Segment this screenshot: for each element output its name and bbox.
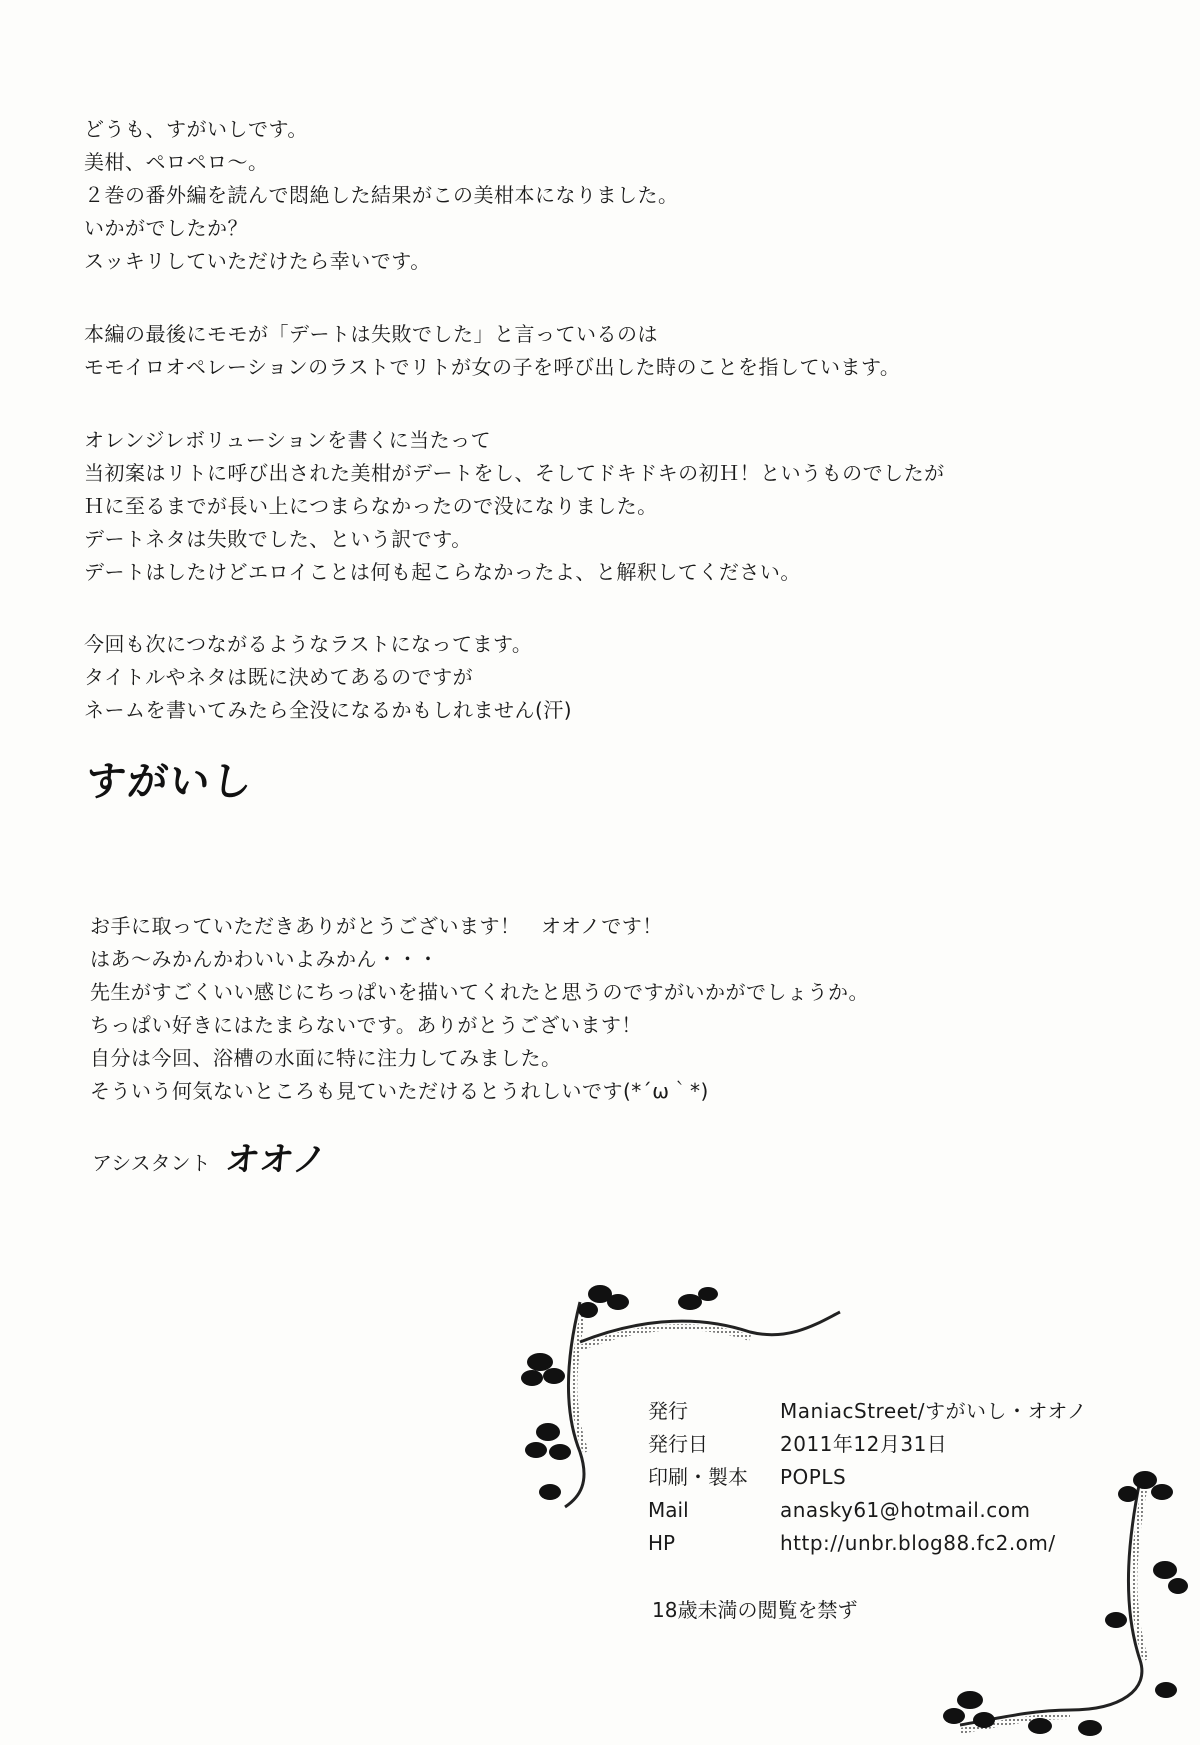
colophon-value: 2011年12月31日 — [780, 1432, 948, 1456]
colophon-key: 発行 — [648, 1399, 688, 1423]
colophon-key: HP — [648, 1531, 676, 1555]
age-restriction-notice: 18歳未満の閲覧を禁ず — [652, 1598, 858, 1622]
text-line: 自分は今回、浴槽の水面に特に注力してみました。 — [90, 1046, 562, 1070]
text-line: 美柑、ペロペロ～。 — [84, 150, 269, 174]
text-line: そういう何気ないところも見ていただけるとうれしいです(*´ω｀*) — [90, 1079, 709, 1103]
text-line: 先生がすごくいい感じにちっぱいを描いてくれたと思うのですがいかがでしょうか。 — [90, 980, 869, 1004]
colophon-row — [648, 1428, 1087, 1461]
text-line: いかがでしたか？ — [84, 216, 248, 240]
text-line: ネームを書いてみたら全没になるかもしれません(汗) — [84, 698, 573, 722]
author-signature: すがいし — [83, 759, 257, 805]
text-line: 今回も次につながるようなラストになってます。 — [84, 632, 533, 656]
text-line: デートネタは失敗でした、という訳です。 — [84, 527, 472, 551]
afterword-paragraph — [84, 113, 679, 278]
colophon-value: ManiacStreet/すがいし・オオノ — [780, 1399, 1088, 1423]
text-line: 本編の最後にモモが「デートは失敗でした」と言っているのは — [84, 322, 658, 346]
afterword-paragraph — [84, 628, 572, 727]
text-line: ちっぱい好きにはたまらないです。ありがとうございます！ — [90, 1013, 642, 1037]
colophon-value: POPLS — [780, 1465, 847, 1489]
text-line: モモイロオペレーションのラストでリトが女の子を呼び出した時のことを指しています。 — [84, 355, 901, 379]
afterword-paragraph — [84, 318, 900, 384]
text-line: どうも、すがいしです。 — [84, 117, 308, 141]
assistant-signature: オオノ — [223, 1140, 330, 1180]
text-line: お手に取っていただきありがとうございます！ オオノです！ — [90, 914, 663, 938]
vine-ornament-bottom — [940, 1470, 1190, 1740]
colophon-key: Mail — [648, 1498, 689, 1522]
colophon-row — [648, 1395, 1087, 1428]
text-line: はあ～みかんかわいいよみかん・・・ — [90, 947, 439, 971]
assistant-paragraph — [90, 910, 869, 1108]
colophon-value: http://unbr.blog88.fc2.om/ — [780, 1531, 1056, 1555]
text-line: オレンジレボリューションを書くに当たって — [84, 428, 492, 452]
text-line: Ｈに至るまでが長い上につまらなかったので没になりました。 — [84, 494, 658, 518]
text-line: スッキリしていただけたら幸いです。 — [84, 249, 431, 273]
afterword-paragraph — [84, 424, 945, 589]
text-line: タイトルやネタは既に決めてあるのですが — [84, 665, 474, 689]
text-line: ２巻の番外編を読んで悶絶した結果がこの美柑本になりました。 — [84, 183, 679, 207]
text-line: デートはしたけどエロイことは何も起こらなかったよ、と解釈してください。 — [84, 560, 801, 584]
colophon-key: 印刷・製本 — [648, 1465, 748, 1489]
assistant-role-label: アシスタント — [92, 1151, 211, 1175]
colophon-value: anasky61@hotmail.com — [780, 1498, 1031, 1522]
text-line: 当初案はリトに呼び出された美柑がデートをし、そしてドキドキの初Ｈ！というものでしたが — [84, 461, 945, 485]
colophon-key: 発行日 — [648, 1432, 708, 1456]
